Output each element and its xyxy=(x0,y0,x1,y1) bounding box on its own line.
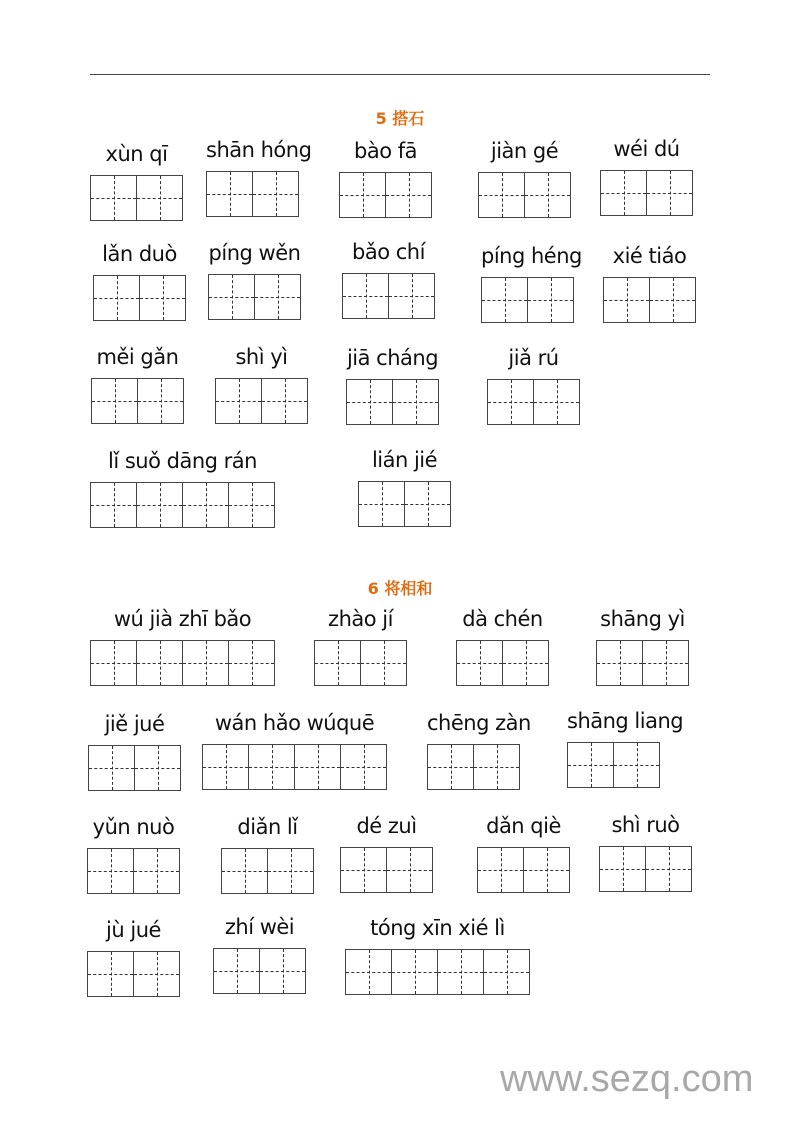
pinyin-label: jiě jué xyxy=(104,712,165,736)
writing-cell[interactable] xyxy=(361,641,406,685)
writing-cell[interactable] xyxy=(140,276,185,320)
pinyin-label: píng héng xyxy=(481,244,582,268)
writing-cell[interactable] xyxy=(457,641,503,685)
writing-cell[interactable] xyxy=(262,379,307,423)
pinyin-exercise-item xyxy=(87,918,180,997)
pinyin-exercise-item xyxy=(87,815,180,894)
writing-cell[interactable] xyxy=(387,848,432,892)
writing-cell[interactable] xyxy=(393,380,438,424)
tianzige-grid xyxy=(90,640,275,686)
pinyin-exercise-item xyxy=(358,448,451,527)
writing-cell[interactable] xyxy=(484,950,529,994)
tianzige-grid xyxy=(213,948,306,994)
watermark: www.sezq.com xyxy=(500,1058,754,1100)
pinyin-label: yǔn nuò xyxy=(92,815,175,839)
writing-cell[interactable] xyxy=(94,276,140,320)
writing-cell[interactable] xyxy=(405,482,450,526)
pinyin-label: jiā cháng xyxy=(346,346,439,370)
writing-cell[interactable] xyxy=(479,173,525,217)
tianzige-grid xyxy=(596,640,689,686)
writing-cell[interactable] xyxy=(91,641,137,685)
pinyin-label: bǎo chí xyxy=(352,240,425,264)
pinyin-exercise-item xyxy=(215,345,308,424)
writing-cell[interactable] xyxy=(650,278,695,322)
writing-cell[interactable] xyxy=(482,278,528,322)
writing-cell[interactable] xyxy=(359,482,405,526)
tianzige-grid xyxy=(87,848,180,894)
pinyin-exercise-item xyxy=(477,814,570,893)
writing-cell[interactable] xyxy=(255,275,300,319)
tianzige-grid xyxy=(456,640,549,686)
writing-cell[interactable] xyxy=(340,173,386,217)
writing-cell[interactable] xyxy=(260,949,305,993)
tianzige-grid xyxy=(567,742,660,788)
pinyin-exercise-item xyxy=(90,607,275,686)
writing-cell[interactable] xyxy=(438,950,484,994)
pinyin-label: diǎn lǐ xyxy=(237,815,298,839)
tianzige-grid xyxy=(427,744,520,790)
pinyin-exercise-item xyxy=(221,815,314,894)
pinyin-label: shì yì xyxy=(235,345,288,369)
writing-cell[interactable] xyxy=(253,172,298,216)
pinyin-exercise-item xyxy=(599,813,692,892)
pinyin-label: dà chén xyxy=(462,607,543,631)
pinyin-exercise-item xyxy=(88,712,181,791)
pinyin-exercise-item xyxy=(487,346,580,425)
tianzige-grid xyxy=(87,951,180,997)
writing-cell[interactable] xyxy=(249,745,295,789)
writing-cell[interactable] xyxy=(315,641,361,685)
writing-cell[interactable] xyxy=(341,848,387,892)
writing-cell[interactable] xyxy=(137,483,183,527)
tianzige-grid xyxy=(477,847,570,893)
pinyin-label: wú jià zhī bǎo xyxy=(113,607,252,631)
writing-cell[interactable] xyxy=(134,849,179,893)
pinyin-label: shì ruò xyxy=(611,813,680,837)
writing-cell[interactable] xyxy=(534,380,579,424)
writing-cell[interactable] xyxy=(604,278,650,322)
header-rule xyxy=(90,74,710,75)
writing-cell[interactable] xyxy=(88,849,134,893)
pinyin-label: dé zuì xyxy=(356,814,417,838)
pinyin-label: shāng yì xyxy=(600,607,685,631)
writing-cell[interactable] xyxy=(222,849,268,893)
writing-cell[interactable] xyxy=(503,641,548,685)
writing-cell[interactable] xyxy=(268,849,313,893)
pinyin-label: zhí wèi xyxy=(224,915,295,939)
writing-cell[interactable] xyxy=(135,746,180,790)
pinyin-label: chēng zàn xyxy=(427,711,531,735)
pinyin-label: měi gǎn xyxy=(96,345,179,369)
writing-cell[interactable] xyxy=(341,745,386,789)
writing-cell[interactable] xyxy=(643,641,688,685)
pinyin-label: tóng xīn xié lì xyxy=(370,916,505,940)
writing-cell[interactable] xyxy=(209,275,255,319)
writing-cell[interactable] xyxy=(347,380,393,424)
writing-cell[interactable] xyxy=(203,745,249,789)
writing-cell[interactable] xyxy=(601,171,647,215)
writing-cell[interactable] xyxy=(600,847,646,891)
writing-cell[interactable] xyxy=(92,379,138,423)
pinyin-label: jiàn gé xyxy=(490,139,559,163)
writing-cell[interactable] xyxy=(137,641,183,685)
pinyin-label: lián jié xyxy=(371,448,438,472)
pinyin-exercise-item xyxy=(456,607,549,686)
pinyin-label: lǎn duò xyxy=(102,242,177,266)
tianzige-grid xyxy=(221,848,314,894)
pinyin-exercise-item xyxy=(90,449,275,528)
pinyin-exercise-item xyxy=(213,915,306,994)
pinyin-label: xié tiáo xyxy=(612,244,687,268)
tianzige-grid xyxy=(93,275,186,321)
writing-cell[interactable] xyxy=(597,641,643,685)
pinyin-exercise-item xyxy=(206,138,312,217)
tianzige-grid xyxy=(345,949,530,995)
pinyin-label: wéi dú xyxy=(613,137,680,161)
pinyin-label: wán hǎo wúquē xyxy=(214,711,375,735)
tianzige-grid xyxy=(91,378,184,424)
tianzige-grid xyxy=(603,277,696,323)
pinyin-exercise-item xyxy=(567,709,684,788)
pinyin-exercise-item xyxy=(314,607,407,686)
tianzige-grid xyxy=(600,170,693,216)
pinyin-exercise-item xyxy=(345,916,530,995)
writing-cell[interactable] xyxy=(386,173,431,217)
writing-cell[interactable] xyxy=(183,483,229,527)
tianzige-grid xyxy=(202,744,387,790)
tianzige-grid xyxy=(88,745,181,791)
tianzige-grid xyxy=(90,482,275,528)
pinyin-label: shān hóng xyxy=(206,138,312,162)
writing-cell[interactable] xyxy=(216,379,262,423)
pinyin-exercise-item xyxy=(603,244,696,323)
writing-cell[interactable] xyxy=(488,380,534,424)
writing-cell[interactable] xyxy=(134,952,179,996)
writing-cell[interactable] xyxy=(91,483,137,527)
writing-cell[interactable] xyxy=(614,743,659,787)
tianzige-grid xyxy=(340,847,433,893)
section-title-6: 6 将相和 xyxy=(367,579,433,598)
pinyin-exercise-item xyxy=(90,142,183,221)
writing-cell[interactable] xyxy=(207,172,253,216)
pinyin-exercise-item xyxy=(340,814,433,893)
pinyin-exercise-item xyxy=(600,137,693,216)
tianzige-grid xyxy=(90,175,183,221)
tianzige-grid xyxy=(358,481,451,527)
section-title-5: 5 搭石 xyxy=(375,109,425,128)
pinyin-exercise-item xyxy=(342,240,435,319)
pinyin-label: píng wěn xyxy=(208,241,301,265)
writing-cell[interactable] xyxy=(229,641,274,685)
pinyin-exercise-item xyxy=(202,711,387,790)
tianzige-grid xyxy=(339,172,432,218)
writing-cell[interactable] xyxy=(295,745,341,789)
tianzige-grid xyxy=(346,379,439,425)
writing-cell[interactable] xyxy=(343,274,389,318)
pinyin-label: shāng liang xyxy=(567,709,684,733)
writing-cell[interactable] xyxy=(346,950,392,994)
writing-cell[interactable] xyxy=(525,173,570,217)
pinyin-exercise-item xyxy=(481,244,582,323)
pinyin-exercise-item xyxy=(339,139,432,218)
tianzige-grid xyxy=(342,273,435,319)
pinyin-label: jiǎ rú xyxy=(508,346,559,370)
writing-cell[interactable] xyxy=(214,949,260,993)
writing-cell[interactable] xyxy=(389,274,434,318)
writing-cell[interactable] xyxy=(524,848,569,892)
tianzige-grid xyxy=(478,172,571,218)
pinyin-exercise-item xyxy=(596,607,689,686)
tianzige-grid xyxy=(599,846,692,892)
writing-cell[interactable] xyxy=(474,745,519,789)
tianzige-grid xyxy=(208,274,301,320)
pinyin-label: dǎn qiè xyxy=(486,814,561,838)
writing-cell[interactable] xyxy=(647,171,692,215)
pinyin-label: bào fā xyxy=(354,139,417,163)
pinyin-label: zhào jí xyxy=(328,607,393,631)
pinyin-exercise-item xyxy=(208,241,301,320)
writing-cell[interactable] xyxy=(229,483,274,527)
writing-cell[interactable] xyxy=(528,278,573,322)
writing-cell[interactable] xyxy=(646,847,691,891)
writing-cell[interactable] xyxy=(183,641,229,685)
writing-cell[interactable] xyxy=(138,379,183,423)
pinyin-exercise-item xyxy=(93,242,186,321)
writing-cell[interactable] xyxy=(478,848,524,892)
pinyin-label: lǐ suǒ dāng rán xyxy=(108,449,257,473)
pinyin-exercise-item xyxy=(427,711,531,790)
writing-cell[interactable] xyxy=(91,176,137,220)
writing-cell[interactable] xyxy=(88,952,134,996)
writing-cell[interactable] xyxy=(137,176,182,220)
pinyin-exercise-item xyxy=(346,346,439,425)
pinyin-exercise-item xyxy=(91,345,184,424)
writing-cell[interactable] xyxy=(392,950,438,994)
tianzige-grid xyxy=(487,379,580,425)
tianzige-grid xyxy=(481,277,574,323)
pinyin-exercise-item xyxy=(478,139,571,218)
tianzige-grid xyxy=(206,171,299,217)
pinyin-label: jù jué xyxy=(106,918,161,942)
writing-cell[interactable] xyxy=(568,743,614,787)
pinyin-label: xùn qī xyxy=(105,142,168,166)
tianzige-grid xyxy=(314,640,407,686)
tianzige-grid xyxy=(215,378,308,424)
writing-cell[interactable] xyxy=(89,746,135,790)
writing-cell[interactable] xyxy=(428,745,474,789)
